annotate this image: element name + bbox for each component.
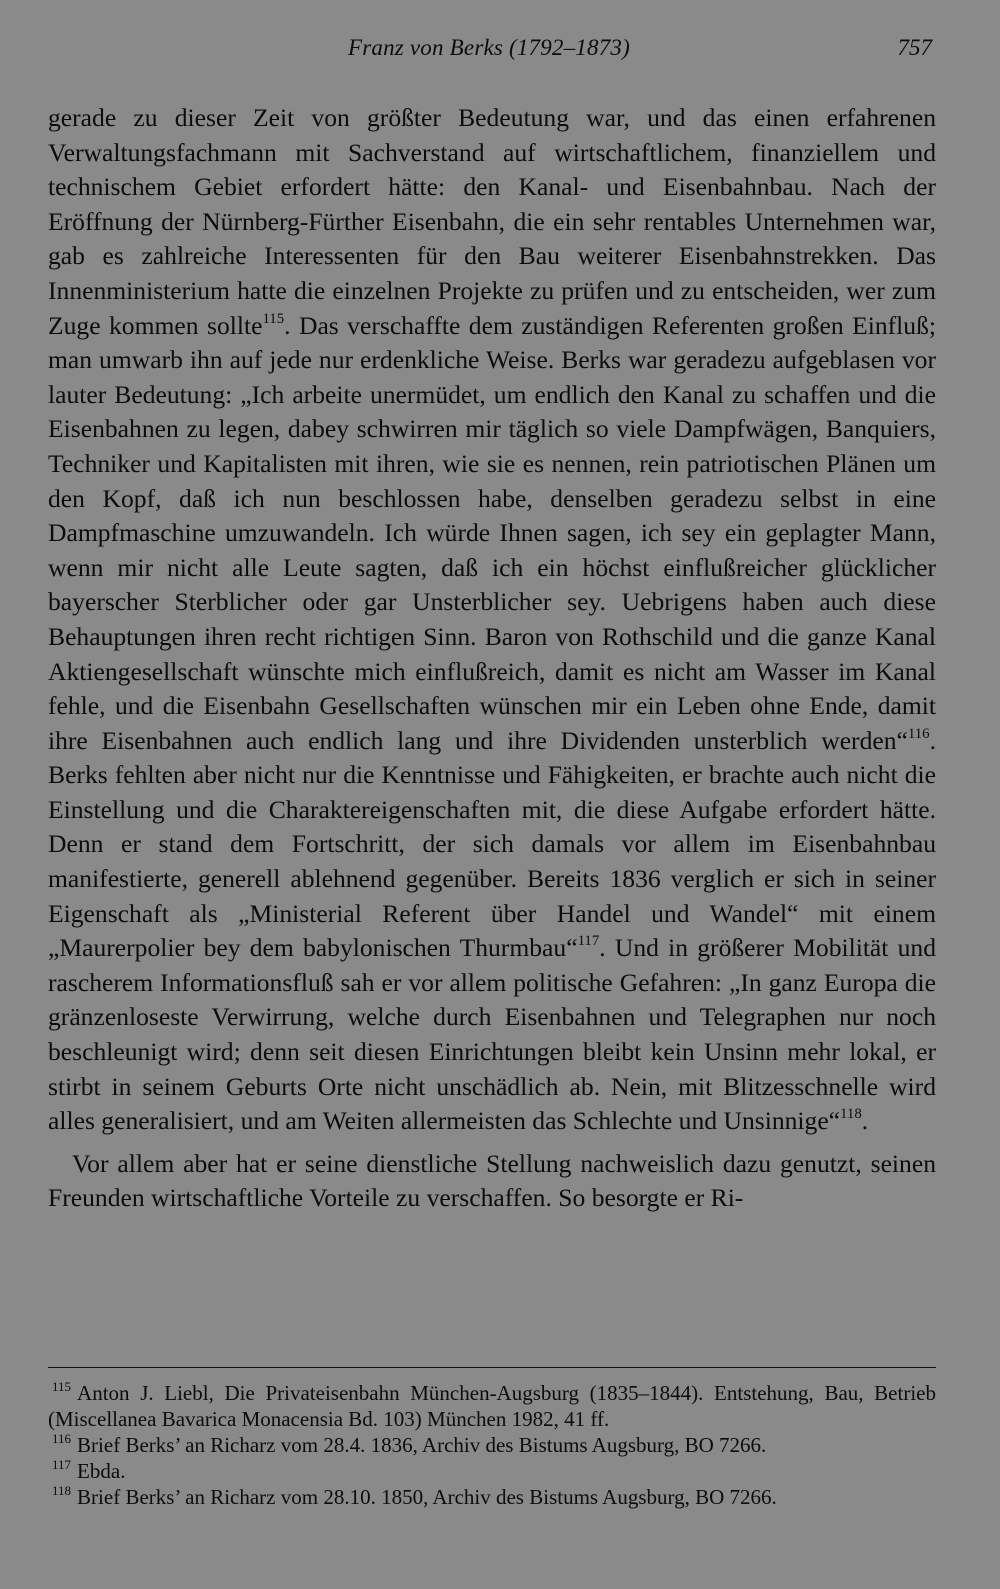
- paragraph: [48, 101, 936, 1139]
- footnote-number: 117: [52, 1456, 72, 1472]
- page-header: [48, 35, 936, 69]
- paragraph: Vor allem aber hat er seine dienstliche Stellung nachweislich dazu genutzt, seinen Freunden wirtschaftliche Vorteile zu verschaffen. So besorgte er Ri-: [48, 1148, 936, 1213]
- footnote-ref: 118: [840, 1106, 862, 1123]
- footnote-text: Brief Berks’ an Richarz vom 28.10. 1850, Archiv des Bistums Augsburg, BO 7266.: [77, 1485, 777, 1509]
- footnote: [48, 1432, 936, 1458]
- running-title: Franz von Berks (1792–1873): [348, 35, 630, 60]
- page-number: 757: [897, 35, 932, 60]
- footnote: [48, 1380, 936, 1432]
- footnote: [48, 1458, 936, 1484]
- footnote-ref: 117: [577, 933, 600, 950]
- footnotes: [48, 1380, 936, 1510]
- text-run: . Berks fehlten aber nicht nur die Kenntnisse und Fähigkeiten, er brachte auch nicht die Einstellung und die Charaktereigenschaften mit, die diese Aufgabe erfordert hätte. Denn er stand dem Fortschritt, der sich damals vor allem im Eisenbahnbau manifestierte, generell ablehnend gegenüber. Bereits 1836 verglich er sich in seiner Eigenschaft als „Ministerial Referent über Handel und Wandel“ mit einem „Maurerpolier bey dem babylonischen Thurmbau“: [48, 725, 936, 963]
- text-run: .: [861, 1106, 869, 1136]
- footnote-ref: 116: [907, 725, 930, 742]
- body-text: [48, 101, 936, 1216]
- text-run: . Und in größerer Mobilität und rascherem Informationsfluß sah er vor allem politische Gefahren: „In ganz Europa die gränzenloseste Verwirrung, welche durch Eisenbahnen und Telegraphen nur noch beschleunigt wird; denn seit diesen Einrichtungen bleibt kein Unsinn mehr lokal, er stirbt in seinem Geburts Orte nicht unschädlich ab. Nein, mit Blitzesschnelle wird alles generalisiert, und am Weiten allermeisten das Schlechte und Unsinnige“: [48, 933, 936, 1136]
- footnote: [48, 1484, 936, 1510]
- text-run: gerade zu dieser Zeit von größter Bedeutung war, und das einen erfahrenen Verwaltungsfachmann mit Sachverstand auf wirtschaftlichem, finanziellem und technischem Gebiet erfordert hätte: den Kanal- und Eisenbahnbau. Nach der Eröffnung der Nürnberg-Fürther Eisenbahn, die ein sehr rentables Unternehmen war, gab es zahlreiche Interessenten für den Bau weiterer Eisenbahnstrekken. Das Innenministerium hatte die einzelnen Projekte zu prüfen und zu entscheiden, wer zum Zuge kommen sollte: [48, 103, 936, 340]
- footnote-separator: [48, 1367, 936, 1368]
- footnote-text: Brief Berks’ an Richarz vom 28.4. 1836, Archiv des Bistums Augsburg, BO 7266.: [77, 1433, 767, 1457]
- text-run: . Das verschaffte dem zuständigen Referenten großen Einfluß; man umwarb ihn auf jede nur erdenkliche Weise. Berks war geradezu aufgeblasen vor lauter Bedeutung: „Ich arbeite unermüdet, um endlich den Kanal zu schaffen und die Eisenbahnen zu legen, dabey schwirren mir täglich so viele Dampfwägen, Banquiers, Techniker und Kapitalisten mit ihren, wie sie es nennen, rein patriotischen Plänen um den Kopf, daß ich nun beschlossen habe, denselben geradezu selbst in eine Dampfmaschine umzuwandeln. Ich würde Ihnen sagen, ich sey ein geplagter Mann, wenn mir nicht alle Leute sagten, daß ich ein höchst einflußreicher glücklicher bayerscher Sterblicher oder gar Unsterblicher sey. Uebrigens haben auch diese Behauptungen ihren recht richtigen Sinn. Baron von Rothschild und die ganze Kanal Aktiengesellschaft wünschte mich einflußreich, damit es nicht am Wasser im Kanal fehle, und die Eisenbahn Gesellschaften wünschen mir ein Leben ohne Ende, damit ihre Eisenbahnen auch endlich lang und ihre Dividenden unsterblich werden“: [48, 310, 936, 755]
- footnote-number: 118: [52, 1482, 72, 1498]
- footnote-number: 116: [52, 1430, 72, 1446]
- footnote-number: 115: [52, 1378, 72, 1394]
- footnote-text: Ebda.: [77, 1459, 126, 1483]
- footnote-text: Anton J. Liebl, Die Privateisenbahn München-Augsburg (1835–1844). Entstehung, Bau, Betrieb (Miscellanea Bavarica Monacensia Bd. 103) München 1982, 41 ff.: [48, 1381, 936, 1431]
- footnote-ref: 115: [262, 310, 285, 327]
